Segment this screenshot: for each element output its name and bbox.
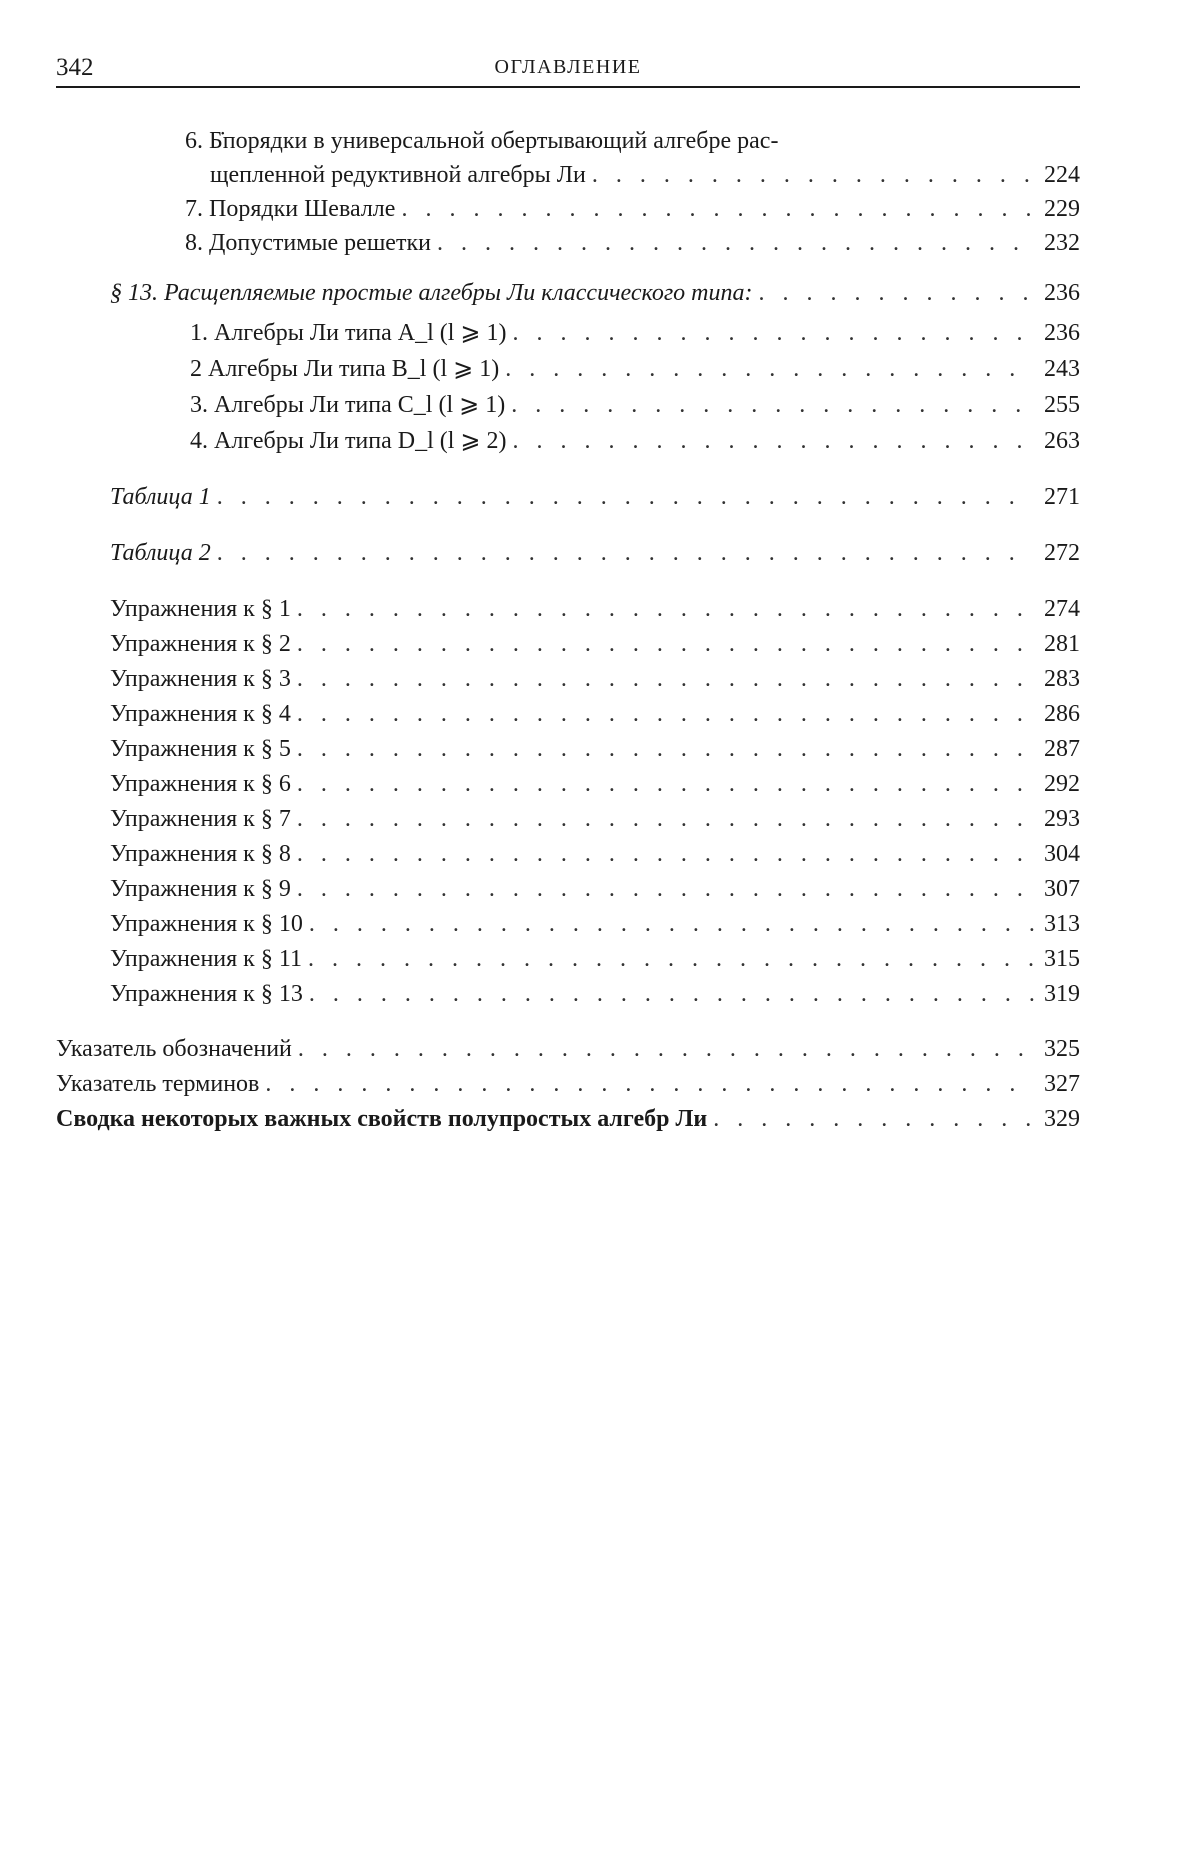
toc-section-13 — [110, 278, 1080, 308]
toc-section-13-page: 236 — [1044, 280, 1080, 306]
toc-item-8 — [185, 228, 1080, 258]
toc-table-2-page: 272 — [1044, 540, 1080, 566]
toc-table-2 — [110, 538, 1080, 568]
running-title: ОГЛАВЛЕНИЕ — [494, 56, 642, 78]
dot-leader — [297, 874, 1034, 904]
exercises-label: Упражнения к § 10 — [110, 911, 303, 937]
exercises-page: 315 — [1044, 946, 1080, 972]
page-number: 342 — [56, 54, 94, 81]
exercises-label: Упражнения к § 7 — [110, 806, 291, 832]
dot-leader — [511, 390, 1034, 420]
toc-sub-4-page: 263 — [1044, 428, 1080, 454]
toc-sub-2-page: 243 — [1044, 356, 1080, 382]
toc-exercises-row — [110, 944, 1080, 974]
dot-leader — [297, 594, 1034, 624]
toc-item-6 — [210, 160, 1080, 190]
dot-leader — [308, 944, 1034, 974]
toc-item-7-page: 229 — [1044, 196, 1080, 222]
dot-leader — [309, 979, 1034, 1009]
exercises-page: 286 — [1044, 701, 1080, 727]
exercises-page: 274 — [1044, 596, 1080, 622]
exercises-label: Упражнения к § 9 — [110, 876, 291, 902]
dot-leader — [217, 482, 1034, 512]
exercises-label: Упражнения к § 5 — [110, 736, 291, 762]
exercises-page: 281 — [1044, 631, 1080, 657]
dot-leader — [713, 1104, 1034, 1134]
toc-summary-page: 329 — [1044, 1106, 1080, 1132]
exercises-page: 319 — [1044, 981, 1080, 1007]
header-rule — [56, 86, 1080, 88]
toc-index-symbols — [56, 1034, 1080, 1064]
exercises-label: Упражнения к § 6 — [110, 771, 291, 797]
toc-summary — [56, 1104, 1080, 1134]
dot-leader — [297, 699, 1034, 729]
dot-leader — [437, 228, 1034, 258]
toc-sub-1 — [190, 318, 1080, 348]
exercises-page: 307 — [1044, 876, 1080, 902]
toc-exercises-row — [110, 769, 1080, 799]
exercises-page: 287 — [1044, 736, 1080, 762]
toc-table-1-label: Таблица 1 — [110, 484, 211, 510]
dot-leader — [297, 769, 1034, 799]
dot-leader — [309, 909, 1034, 939]
toc-table-1-page: 271 — [1044, 484, 1080, 510]
toc-sub-3-page: 255 — [1044, 392, 1080, 418]
toc-sub-1-page: 236 — [1044, 320, 1080, 346]
dot-leader — [298, 1034, 1034, 1064]
exercises-label: Упражнения к § 13 — [110, 981, 303, 1007]
toc-item-8-label: 8. Допустимые решетки — [185, 230, 431, 256]
toc-index-terms-page: 327 — [1044, 1071, 1080, 1097]
dot-leader — [297, 804, 1034, 834]
toc-section-13-label: § 13. Расщепляемые простые алгебры Ли классического типа: — [110, 280, 753, 306]
toc-exercises-row — [110, 874, 1080, 904]
toc-index-symbols-page: 325 — [1044, 1036, 1080, 1062]
dot-leader — [217, 538, 1034, 568]
exercises-label: Упражнения к § 3 — [110, 666, 291, 692]
toc-sub-1-label: 1. Алгебры Ли типа A_l (l ⩾ 1) — [190, 320, 507, 346]
toc-summary-label: Сводка некоторых важных свойств полупростых алгебр Ли — [56, 1106, 708, 1132]
toc-sub-4-label: 4. Алгебры Ли типа D_l (l ⩾ 2) — [190, 428, 507, 454]
exercises-page: 283 — [1044, 666, 1080, 692]
dot-leader — [759, 278, 1034, 308]
exercises-label: Упражнения к § 2 — [110, 631, 291, 657]
dot-leader — [513, 426, 1034, 456]
dot-leader — [297, 664, 1034, 694]
exercises-page: 304 — [1044, 841, 1080, 867]
toc-index-terms — [56, 1069, 1080, 1099]
toc-exercises-row — [110, 734, 1080, 764]
dot-leader — [297, 629, 1034, 659]
toc-sub-2 — [190, 354, 1080, 384]
toc-item-7 — [185, 194, 1080, 224]
exercises-page: 292 — [1044, 771, 1080, 797]
dot-leader — [513, 318, 1034, 348]
toc-table-1 — [110, 482, 1080, 512]
exercises-label: Упражнения к § 4 — [110, 701, 291, 727]
dot-leader — [401, 194, 1034, 224]
toc-index-symbols-label: Указатель обозначений — [56, 1036, 292, 1062]
dot-leader — [505, 354, 1034, 384]
toc-sub-3-label: 3. Алгебры Ли типа C_l (l ⩾ 1) — [190, 392, 506, 418]
toc-exercises-row — [110, 699, 1080, 729]
exercises-label: Упражнения к § 8 — [110, 841, 291, 867]
toc-exercises-row — [110, 804, 1080, 834]
toc-sub-2-label: 2 Алгебры Ли типа B_l (l ⩾ 1) — [190, 356, 500, 382]
toc-sub-3 — [190, 390, 1080, 420]
exercises-page: 313 — [1044, 911, 1080, 937]
toc-exercises-row — [110, 594, 1080, 624]
exercises-label: Упражнения к § 11 — [110, 946, 302, 972]
toc-item-6-line1: 6. Б̇порядки в универсальной обертывающий алгебре рас- — [185, 128, 779, 154]
toc-exercises-row — [110, 839, 1080, 869]
toc-exercises-row — [110, 909, 1080, 939]
toc-item-8-page: 232 — [1044, 230, 1080, 256]
dot-leader — [297, 839, 1034, 869]
toc-table-2-label: Таблица 2 — [110, 540, 211, 566]
toc-sub-4 — [190, 426, 1080, 456]
exercises-label: Упражнения к § 1 — [110, 596, 291, 622]
exercises-page: 293 — [1044, 806, 1080, 832]
toc-item-7-label: 7. Порядки Шевалле — [185, 196, 396, 222]
dot-leader — [265, 1069, 1034, 1099]
toc-exercises-row — [110, 979, 1080, 1009]
toc-item-6-page: 224 — [1044, 162, 1080, 188]
toc-exercises-row — [110, 629, 1080, 659]
toc-exercises-row — [110, 664, 1080, 694]
dot-leader — [592, 160, 1034, 190]
dot-leader — [297, 734, 1034, 764]
toc-item-6-line2: щепленной редуктивной алгебры Ли — [210, 162, 586, 188]
toc-index-terms-label: Указатель терминов — [56, 1071, 260, 1097]
